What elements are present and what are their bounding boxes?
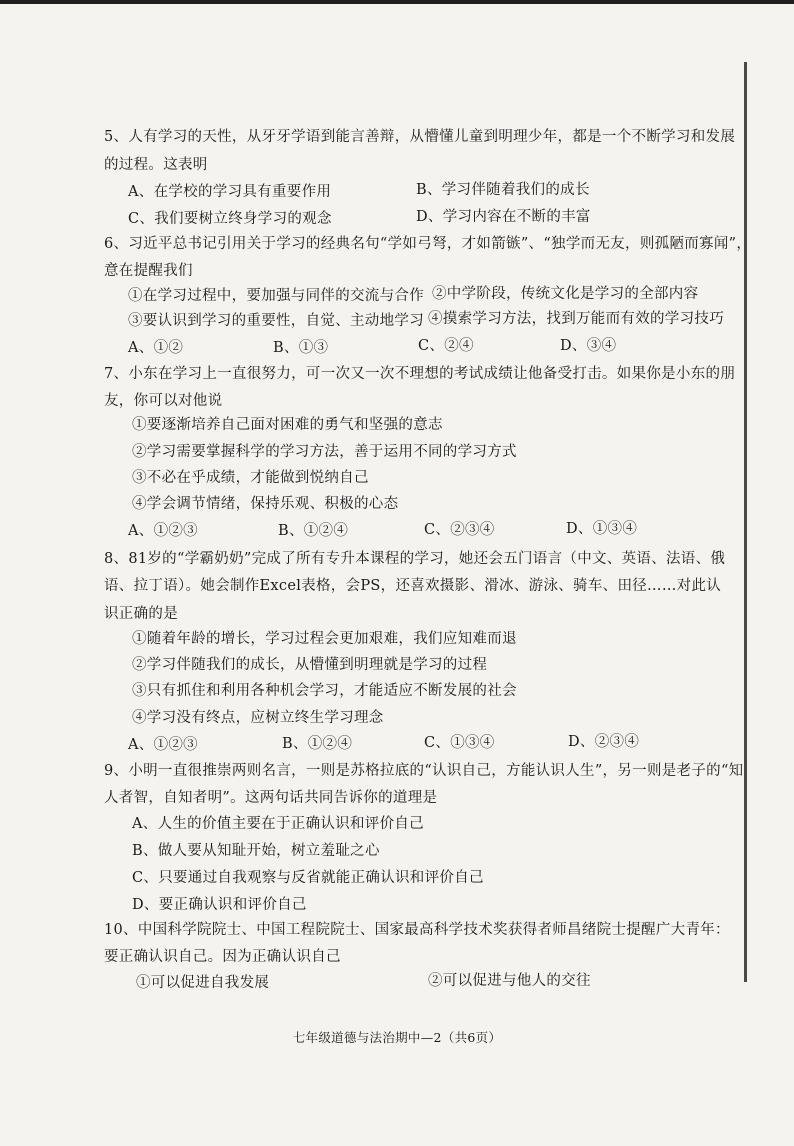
q6-stem-line-2: 意在提醒我们 bbox=[104, 263, 193, 279]
q7-option-b: B、①②④ bbox=[278, 523, 349, 539]
q9-stem-line-1: 9、小明一直很推崇两则名言，一则是苏格拉底的“认识自己，方能认识人生”，另一则是老子的“知 bbox=[104, 763, 744, 779]
q8-statement-4: ④学习没有终点，应树立终生学习理念 bbox=[132, 710, 384, 726]
q6-statement-2: ②中学阶段，传统文化是学习的全部内容 bbox=[432, 286, 699, 302]
q8-stem-line-2: 语、拉丁语）。她会制作Excel表格，会PS，还喜欢摄影、滑冰、游泳、骑车、田径……对此认 bbox=[104, 578, 722, 594]
q9-option-b: B、做人要从知耻开始，树立羞耻之心 bbox=[132, 843, 380, 859]
q7-option-d: D、①③④ bbox=[566, 521, 638, 537]
q7-option-a: A、①②③ bbox=[128, 523, 198, 539]
q7-statement-4: ④学会调节情绪，保持乐观、积极的心态 bbox=[132, 496, 399, 512]
q6-statement-3: ③要认识到学习的重要性，自觉、主动地学习 bbox=[128, 313, 424, 329]
q7-statement-2: ②学习需要掌握科学的学习方法，善于运用不同的学习方式 bbox=[132, 444, 517, 460]
q6-statement-1: ①在学习过程中，要加强与同伴的交流与合作 bbox=[128, 288, 424, 304]
q8-stem-line-3: 识正确的是 bbox=[104, 606, 178, 622]
q10-statement-1: ①可以促进自我发展 bbox=[136, 975, 270, 991]
q6-statement-4: ④摸索学习方法，找到万能而有效的学习技巧 bbox=[428, 311, 724, 327]
q8-statement-1: ①随着年龄的增长，学习过程会更加艰难，我们应知难而退 bbox=[132, 631, 517, 647]
scan-right-edge bbox=[744, 62, 747, 982]
q9-stem-line-2: 人者智，自知者明”。这两句话共同告诉你的道理是 bbox=[104, 790, 438, 806]
q8-option-b: B、①②④ bbox=[282, 736, 353, 752]
q6-option-d: D、③④ bbox=[560, 338, 617, 354]
q8-statement-3: ③只有抓住和利用各种机会学习，才能适应不断发展的社会 bbox=[132, 683, 517, 699]
q9-option-c: C、只要通过自我观察与反省就能正确认识和评价自己 bbox=[132, 870, 484, 886]
q5-stem-line-1: 5、人有学习的天性，从牙牙学语到能言善辩，从懵懂儿童到明理少年，都是一个不断学习和发展 bbox=[104, 129, 736, 145]
q8-statement-2: ②学习伴随我们的成长，从懵懂到明理就是学习的过程 bbox=[132, 657, 488, 673]
q5-option-b: B、学习伴随着我们的成长 bbox=[416, 182, 590, 198]
q8-option-a: A、①②③ bbox=[128, 737, 198, 753]
q8-stem-line-1: 8、81岁的“学霸奶奶”完成了所有专升本课程的学习，她还会五门语言（中文、英语、法语、俄 bbox=[104, 551, 726, 567]
q9-option-a: A、人生的价值主要在于正确认识和评价自己 bbox=[132, 816, 424, 832]
q5-option-c: C、我们要树立终身学习的观念 bbox=[128, 211, 332, 227]
q6-option-b: B、①③ bbox=[273, 340, 329, 356]
q6-option-a: A、①② bbox=[128, 340, 184, 356]
q5-option-a: A、在学校的学习具有重要作用 bbox=[128, 184, 332, 200]
q7-option-c: C、②③④ bbox=[424, 522, 495, 538]
q10-statement-2: ②可以促进与他人的交往 bbox=[428, 973, 591, 989]
q8-option-d: D、②③④ bbox=[568, 734, 640, 750]
scan-top-edge bbox=[0, 0, 794, 4]
q7-statement-1: ①要逐渐培养自己面对困难的勇气和坚强的意志 bbox=[132, 417, 443, 433]
q6-stem-line-1: 6、习近平总书记引用关于学习的经典名句“学如弓弩，才如箭镞”、“独学而无友，则孤陋而寡闻”， bbox=[104, 236, 752, 252]
q5-option-d: D、学习内容在不断的丰富 bbox=[416, 209, 591, 225]
q7-statement-3: ③不必在乎成绩，才能做到悦纳自己 bbox=[132, 470, 369, 486]
q7-stem-line-1: 7、小东在学习上一直很努力，可一次又一次不理想的考试成绩让他备受打击。如果你是小东的朋 bbox=[104, 366, 736, 382]
q10-stem-line-2: 要正确认识自己。因为正确认识自己 bbox=[104, 949, 341, 965]
q6-option-c: C、②④ bbox=[418, 338, 474, 354]
q8-option-c: C、①③④ bbox=[424, 735, 495, 751]
q7-stem-line-2: 友，你可以对他说 bbox=[104, 393, 223, 409]
q9-option-d: D、要正确认识和评价自己 bbox=[132, 897, 307, 913]
page-footer: 七年级道德与法治期中—2（共6页） bbox=[292, 1030, 502, 1045]
q5-stem-line-2: 的过程。这表明 bbox=[104, 157, 208, 173]
q10-stem-line-1: 10、中国科学院院士、中国工程院院士、国家最高科学技术奖获得者师昌绪院士提醒广大青年： bbox=[104, 922, 730, 938]
